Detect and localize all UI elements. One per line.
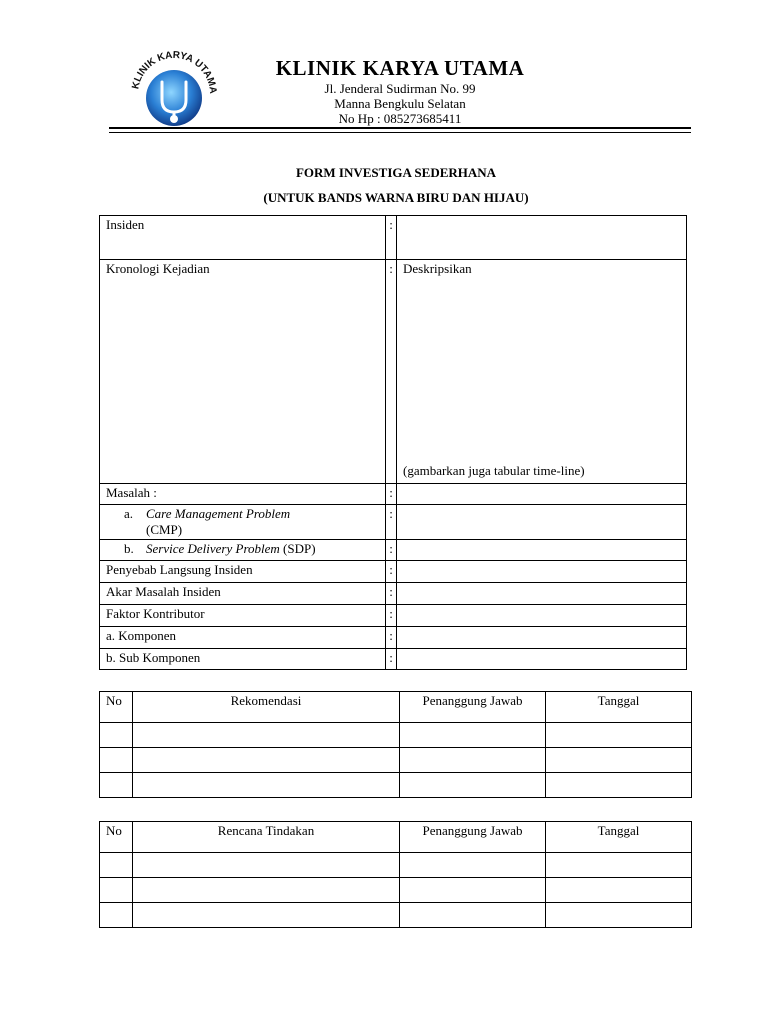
cell-rekomendasi[interactable] bbox=[133, 723, 400, 748]
rencana-tindakan-table bbox=[99, 821, 692, 928]
akar-label: Akar Masalah Insiden bbox=[100, 583, 386, 605]
sdp-label bbox=[100, 540, 386, 561]
clinic-name: KLINIK KARYA UTAMA bbox=[275, 56, 525, 80]
sub-komponen-label: b. Sub Komponen bbox=[100, 649, 386, 670]
cell-no[interactable] bbox=[100, 748, 133, 773]
table-row bbox=[100, 903, 692, 928]
komponen-field[interactable] bbox=[397, 627, 687, 649]
cell-tanggal[interactable] bbox=[546, 723, 692, 748]
deskripsikan-hint: Deskripsikan bbox=[403, 261, 472, 276]
header-penanggung-jawab: Penanggung Jawab bbox=[400, 822, 546, 853]
logo-text: KLINIK KARYA UTAMA bbox=[130, 49, 219, 95]
colon: : bbox=[386, 505, 397, 540]
sdp-term: Service Delivery Problem bbox=[146, 541, 280, 556]
sub-komponen-field[interactable] bbox=[397, 649, 687, 670]
header-rekomendasi: Rekomendasi bbox=[133, 692, 400, 723]
cell-no[interactable] bbox=[100, 773, 133, 798]
cell-no[interactable] bbox=[100, 878, 133, 903]
colon: : bbox=[386, 561, 397, 583]
header-rule-thin bbox=[109, 132, 691, 133]
cell-tanggal[interactable] bbox=[546, 748, 692, 773]
cell-rekomendasi[interactable] bbox=[133, 748, 400, 773]
header-penanggung-jawab: Penanggung Jawab bbox=[400, 692, 546, 723]
cell-penanggung-jawab[interactable] bbox=[400, 748, 546, 773]
header-tanggal: Tanggal bbox=[546, 822, 692, 853]
cell-penanggung-jawab[interactable] bbox=[400, 903, 546, 928]
sdp-marker: b. bbox=[124, 541, 134, 556]
kronologi-label: Kronologi Kejadian bbox=[100, 260, 386, 484]
cell-tanggal[interactable] bbox=[546, 773, 692, 798]
faktor-field[interactable] bbox=[397, 605, 687, 627]
header-rencana-tindakan: Rencana Tindakan bbox=[133, 822, 400, 853]
cell-tanggal[interactable] bbox=[546, 878, 692, 903]
cell-tanggal[interactable] bbox=[546, 853, 692, 878]
sdp-field[interactable] bbox=[397, 540, 687, 561]
address-line-1: Jl. Jenderal Sudirman No. 99 bbox=[324, 81, 476, 96]
table-row bbox=[100, 878, 692, 903]
colon: : bbox=[386, 260, 397, 484]
insiden-label: Insiden bbox=[100, 216, 386, 260]
header-tanggal: Tanggal bbox=[546, 692, 692, 723]
cell-no[interactable] bbox=[100, 853, 133, 878]
cell-rencana[interactable] bbox=[133, 878, 400, 903]
colon: : bbox=[386, 484, 397, 505]
colon: : bbox=[386, 649, 397, 670]
komponen-label: a. Komponen bbox=[100, 627, 386, 649]
timeline-note: (gambarkan juga tabular time-line) bbox=[403, 463, 585, 478]
cell-penanggung-jawab[interactable] bbox=[400, 853, 546, 878]
table-row bbox=[100, 748, 692, 773]
penyebab-label: Penyebab Langsung Insiden bbox=[100, 561, 386, 583]
table-row bbox=[100, 723, 692, 748]
akar-field[interactable] bbox=[397, 583, 687, 605]
header-no: No bbox=[100, 692, 133, 723]
form-subtitle: (UNTUK BANDS WARNA BIRU DAN HIJAU) bbox=[263, 190, 529, 205]
masalah-field[interactable] bbox=[397, 484, 687, 505]
cell-rekomendasi[interactable] bbox=[133, 773, 400, 798]
insiden-field[interactable] bbox=[397, 216, 687, 260]
cmp-abbr: (CMP) bbox=[146, 522, 183, 537]
cell-rencana[interactable] bbox=[133, 853, 400, 878]
header-rule-thick bbox=[109, 127, 691, 129]
colon: : bbox=[386, 627, 397, 649]
cell-penanggung-jawab[interactable] bbox=[400, 878, 546, 903]
penyebab-field[interactable] bbox=[397, 561, 687, 583]
cell-tanggal[interactable] bbox=[546, 903, 692, 928]
sdp-abbr: (SDP) bbox=[283, 541, 316, 556]
form-title: FORM INVESTIGA SEDERHANA bbox=[295, 165, 497, 180]
table-row bbox=[100, 773, 692, 798]
cell-penanggung-jawab[interactable] bbox=[400, 723, 546, 748]
table-row bbox=[100, 853, 692, 878]
cmp-label bbox=[100, 505, 386, 540]
cell-no[interactable] bbox=[100, 723, 133, 748]
colon: : bbox=[386, 540, 397, 561]
investigation-table bbox=[99, 215, 687, 670]
cmp-marker: a. bbox=[124, 506, 134, 521]
colon: : bbox=[386, 583, 397, 605]
cmp-field[interactable] bbox=[397, 505, 687, 540]
header-no: No bbox=[100, 822, 133, 853]
kronologi-field[interactable] bbox=[397, 260, 687, 484]
cell-no[interactable] bbox=[100, 903, 133, 928]
masalah-label: Masalah : bbox=[100, 484, 386, 505]
clinic-logo bbox=[128, 42, 220, 134]
faktor-label: Faktor Kontributor bbox=[100, 605, 386, 627]
phone-number: No Hp : 085273685411 bbox=[338, 111, 462, 126]
cmp-term: Care Management Problem bbox=[146, 506, 291, 521]
cell-rencana[interactable] bbox=[133, 903, 400, 928]
colon: : bbox=[386, 216, 397, 260]
rekomendasi-table bbox=[99, 691, 692, 798]
address-line-2: Manna Bengkulu Selatan bbox=[334, 96, 466, 111]
colon: : bbox=[386, 605, 397, 627]
cell-penanggung-jawab[interactable] bbox=[400, 773, 546, 798]
